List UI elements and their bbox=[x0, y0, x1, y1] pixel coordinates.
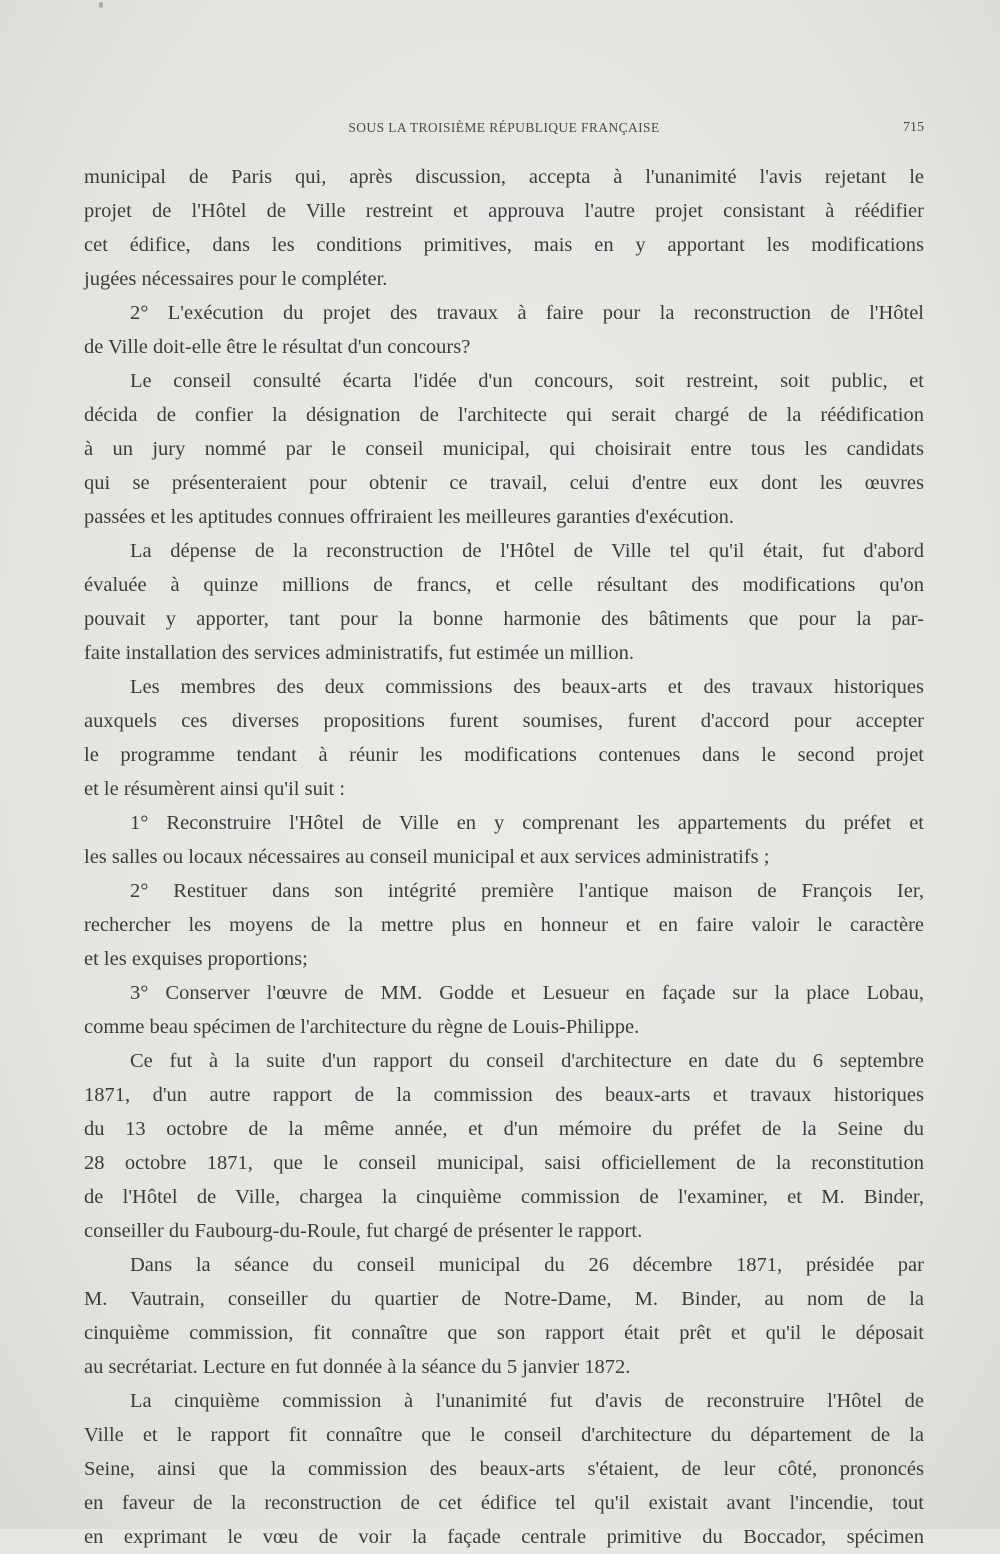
text-line: Ville et le rapport fit connaître que le conseil d'architecture du département de la bbox=[84, 1424, 924, 1446]
text-line: La cinquième commission à l'unanimité fut d'avis de reconstruire l'Hôtel de bbox=[130, 1390, 924, 1412]
running-title: SOUS LA TROISIÈME RÉPUBLIQUE FRANÇAISE bbox=[348, 120, 660, 135]
text-line: passées et les aptitudes connues offriraient les meilleures garanties d'exécution. bbox=[84, 506, 734, 528]
text-line: les salles ou locaux nécessaires au conseil municipal et aux services administratifs ; bbox=[84, 846, 770, 868]
text-line: qui se présenteraient pour obtenir ce travail, celui d'entre eux dont les œuvres bbox=[84, 472, 924, 494]
text-line: 2° Restituer dans son intégrité première l'antique maison de François Ier, bbox=[130, 880, 924, 902]
text-line: Les membres des deux commissions des beaux-arts et des travaux historiques bbox=[130, 676, 924, 698]
text-line: en exprimant le vœu de voir la façade centrale primitive du Boccador, spécimen bbox=[84, 1526, 924, 1548]
text-line: Seine, ainsi que la commission des beaux-arts s'étaient, de leur côté, prononcés bbox=[84, 1458, 924, 1480]
text-line: 3° Conserver l'œuvre de MM. Godde et Lesueur en façade sur la place Lobau, bbox=[130, 982, 924, 1004]
body-text bbox=[84, 160, 924, 1554]
page-number: 715 bbox=[903, 120, 924, 135]
print-speck bbox=[99, 2, 103, 8]
text-line: décida de confier la désignation de l'architecte qui serait chargé de la réédification bbox=[84, 404, 924, 426]
text-line: à un jury nommé par le conseil municipal, qui choisirait entre tous les candidats bbox=[84, 438, 924, 460]
text-line: La dépense de la reconstruction de l'Hôtel de Ville tel qu'il était, fut d'abord bbox=[130, 540, 924, 562]
text-line: Ce fut à la suite d'un rapport du conseil d'architecture en date du 6 septembre bbox=[130, 1050, 924, 1072]
text-line: faite installation des services administratifs, fut estimée un million. bbox=[84, 642, 634, 664]
text-line: de Ville doit-elle être le résultat d'un concours? bbox=[84, 336, 471, 358]
text-line: évaluée à quinze millions de francs, et celle résultant des modifications qu'on bbox=[84, 574, 924, 596]
text-line: 2° L'exécution du projet des travaux à faire pour la reconstruction de l'Hôtel bbox=[130, 302, 924, 324]
running-header bbox=[84, 120, 924, 140]
text-line: Le conseil consulté écarta l'idée d'un concours, soit restreint, soit public, et bbox=[130, 370, 924, 392]
text-line: cet édifice, dans les conditions primitives, mais en y apportant les modifications bbox=[84, 234, 924, 256]
text-line: municipal de Paris qui, après discussion, accepta à l'unanimité l'avis rejetant le bbox=[84, 166, 924, 188]
text-line: et le résumèrent ainsi qu'il suit : bbox=[84, 778, 346, 800]
text-line: rechercher les moyens de la mettre plus en honneur et en faire valoir le caractère bbox=[84, 914, 924, 936]
text-line: pouvait y apporter, tant pour la bonne harmonie des bâtiments que pour la par- bbox=[84, 608, 924, 630]
text-line: 28 octobre 1871, que le conseil municipal, saisi officiellement de la reconstitution bbox=[84, 1152, 924, 1174]
text-line: Dans la séance du conseil municipal du 26 décembre 1871, présidée par bbox=[130, 1254, 924, 1276]
text-line: en faveur de la reconstruction de cet édifice tel qu'il existait avant l'incendie, tout bbox=[84, 1492, 924, 1514]
text-line: du 13 octobre de la même année, et d'un mémoire du préfet de la Seine du bbox=[84, 1118, 924, 1140]
text-line: 1° Reconstruire l'Hôtel de Ville en y comprenant les appartements du préfet et bbox=[130, 812, 924, 834]
text-line: 1871, d'un autre rapport de la commission des beaux-arts et travaux historiques bbox=[84, 1084, 924, 1106]
text-line: cinquième commission, fit connaître que son rapport était prêt et qu'il le déposait bbox=[84, 1322, 924, 1344]
text-line: comme beau spécimen de l'architecture du règne de Louis-Philippe. bbox=[84, 1016, 640, 1038]
text-line: jugées nécessaires pour le compléter. bbox=[84, 268, 388, 290]
text-line: et les exquises proportions; bbox=[84, 948, 308, 970]
text-line: le programme tendant à réunir les modifications contenues dans le second projet bbox=[84, 744, 924, 766]
text-line: de l'Hôtel de Ville, chargea la cinquième commission de l'examiner, et M. Binder, bbox=[84, 1186, 924, 1208]
text-line: au secrétariat. Lecture en fut donnée à la séance du 5 janvier 1872. bbox=[84, 1356, 631, 1378]
text-line: auxquels ces diverses propositions furent soumises, furent d'accord pour accepter bbox=[84, 710, 924, 732]
text-line: projet de l'Hôtel de Ville restreint et approuva l'autre projet consistant à réédifier bbox=[84, 200, 924, 222]
text-line: M. Vautrain, conseiller du quartier de Notre-Dame, M. Binder, au nom de la bbox=[84, 1288, 924, 1310]
text-line: conseiller du Faubourg-du-Roule, fut chargé de présenter le rapport. bbox=[84, 1220, 643, 1242]
